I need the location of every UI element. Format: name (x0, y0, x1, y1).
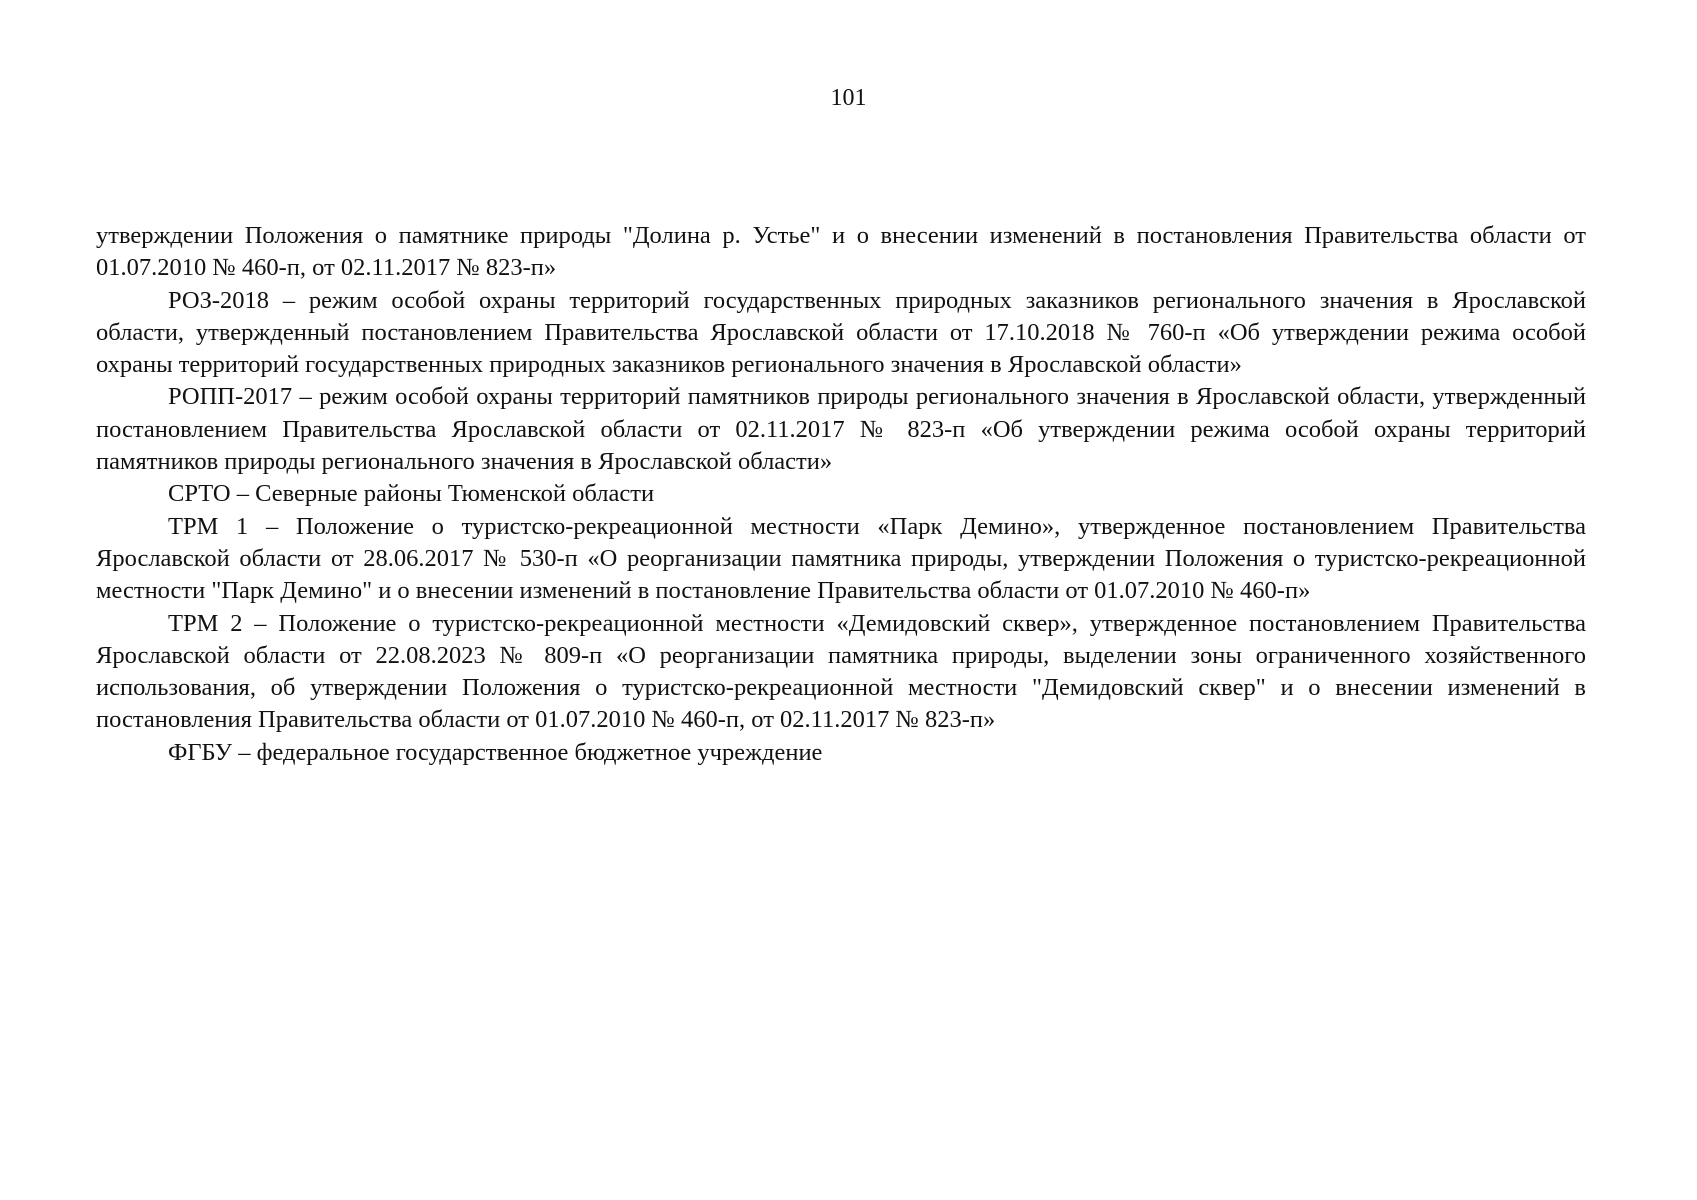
paragraph-continuation: утверждении Положения о памятнике природы "Долина р. Устье" и о внесении изменений в постановления Правительства области от 01.07.2010 № 460-п, от 02.11.2017 № 823-п» (96, 222, 1586, 282)
paragraph-roz-2018: РОЗ-2018 – режим особой охраны территорий государственных природных заказников регионального значения в Ярославской области, утвержденный постановлением Правительства Ярославской области от 17.10.2018 № 760-п «Об утверждении режима особой охраны территорий государственных природных заказников регионального значения в Ярославской области» (96, 286, 1586, 379)
paragraph-ropp-2017: РОПП-2017 – режим особой охраны территорий памятников природы регионального значения в Ярославской области, утвержденный постановлением Правительства Ярославской области от 02.11.2017 № 823-п «Об утверждении режима особой охраны территорий памятников природы регионального значения в Ярославской области» (96, 383, 1586, 476)
paragraph-trm-1: ТРМ 1 – Положение о туристско-рекреационной местности «Парк Демино», утвержденное постановлением Правительства Ярославской области от 28.06.2017 № 530-п «О реорганизации памятника природы, утверждении Положения о туристско-рекреационной местности "Парк Демино" и о внесении изменений в постановление Правительства области от 01.07.2010 № 460-п» (96, 512, 1586, 605)
paragraph-trm-2: ТРМ 2 – Положение о туристско-рекреационной местности «Демидовский сквер», утвержденное постановлением Правительства Ярославской области от 22.08.2023 № 809-п «О реорганизации памятника природы, выделении зоны ограниченного хозяйственного использования, об утверждении Положения о туристско-рекреационной местности "Демидовский сквер" и о внесении изменений в постановления Правительства области от 01.07.2010 № 460-п, от 02.11.2017 № 823-п» (96, 609, 1586, 734)
paragraph-fgbu: ФГБУ – федеральное государственное бюджетное учреждение (168, 738, 823, 766)
page-number: 101 (830, 85, 867, 111)
document-body (96, 220, 1586, 769)
paragraph-srto: СРТО – Северные районы Тюменской области (168, 480, 655, 508)
